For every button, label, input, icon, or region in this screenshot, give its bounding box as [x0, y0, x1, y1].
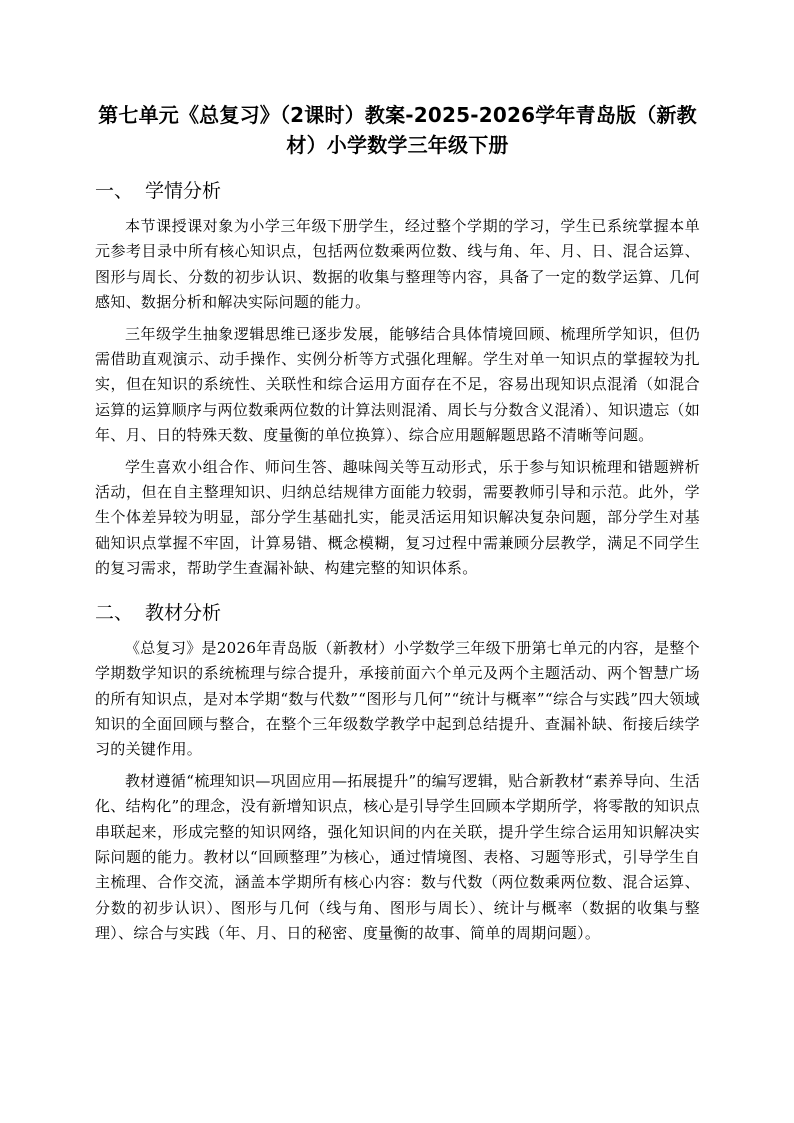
document-title: 第七单元《总复习》（2课时）教案-2025-2026学年青岛版（新教材）小学数学三年级下册: [98, 103, 697, 157]
paragraph: 教材遵循“梳理知识—巩固应用—拓展提升”的编写逻辑，贴合新教材“素养导向、生活化、结构化”的理念，没有新增知识点，核心是引导学生回顾本学期所学，将零散的知识点串联起来，形成完整的知识网络，强化知识间的内在关联，提升学生综合运用知识解决实际问题的能力。教材以“回顾整理”为核心，通过情境图、表格、习题等形式，引导学生自主梳理、合作交流，涵盖本学期所有核心内容：数与代数（两位数乘两位数、混合运算、分数的初步认识）、图形与几何（线与角、图形与周长）、统计与概率（数据的收集与整理）、综合与实践（年、月、日的秘密、度量衡的故事、简单的周期问题）。: [95, 771, 700, 943]
section-number: 一、: [95, 180, 134, 202]
section-textbook-analysis: [95, 600, 700, 947]
section-heading: [95, 178, 700, 204]
section-heading: [95, 600, 700, 626]
paragraph: 《总复习》是2026年青岛版（新教材）小学数学三年级下册第七单元的内容，是整个学期数学知识的系统梳理与综合提升，承接前面六个单元及两个主题活动、两个智慧广场的所有知识点，是对本学期“数与代数”“图形与几何”“统计与概率”“综合与实践”四大领域知识的全面回顾与整合，在整个三年级数学教学中起到总结提升、查漏补缺、衔接后续学习的关键作用。: [95, 638, 700, 759]
section-title: 教材分析: [145, 601, 222, 624]
paragraph: 学生喜欢小组合作、师问生答、趣味闯关等互动形式，乐于参与知识梳理和错题辨析活动，但在自主整理知识、归纳总结规律方面能力较弱，需要教师引导和示范。此外，学生个体差异较为明显，部分学生基础扎实，能灵活运用知识解决复杂问题，部分学生对基础知识点掌握不牢固，计算易错、概念模糊，复习过程中需兼顾分层教学，满足不同学生的复习需求，帮助学生查漏补缺、构建完整的知识体系。: [95, 457, 700, 578]
document-page: [95, 100, 700, 953]
paragraph: 三年级学生抽象逻辑思维已逐步发展，能够结合具体情境回顾、梳理所学知识，但仍需借助直观演示、动手操作、实例分析等方式强化理解。学生对单一知识点的掌握较为扎实，但在知识的系统性、关联性和综合运用方面存在不足，容易出现知识点混淆（如混合运算的运算顺序与两位数乘两位数的计算法则混淆、周长与分数含义混淆）、知识遗忘（如年、月、日的特殊天数、度量衡的单位换算）、综合应用题解题思路不清晰等问题。: [95, 324, 700, 445]
section-title: 学情分析: [145, 180, 222, 202]
paragraph: 本节课授课对象为小学三年级下册学生，经过整个学期的学习，学生已系统掌握本单元参考目录中所有核心知识点，包括两位数乘两位数、线与角、年、月、日、混合运算、图形与周长、分数的初步认识、数据的收集与整理等内容，具备了一定的数学运算、几何感知、数据分析和解决实际问题的能力。: [95, 217, 700, 312]
section-learner-analysis: [95, 178, 700, 582]
section-number: 二、: [95, 601, 134, 624]
